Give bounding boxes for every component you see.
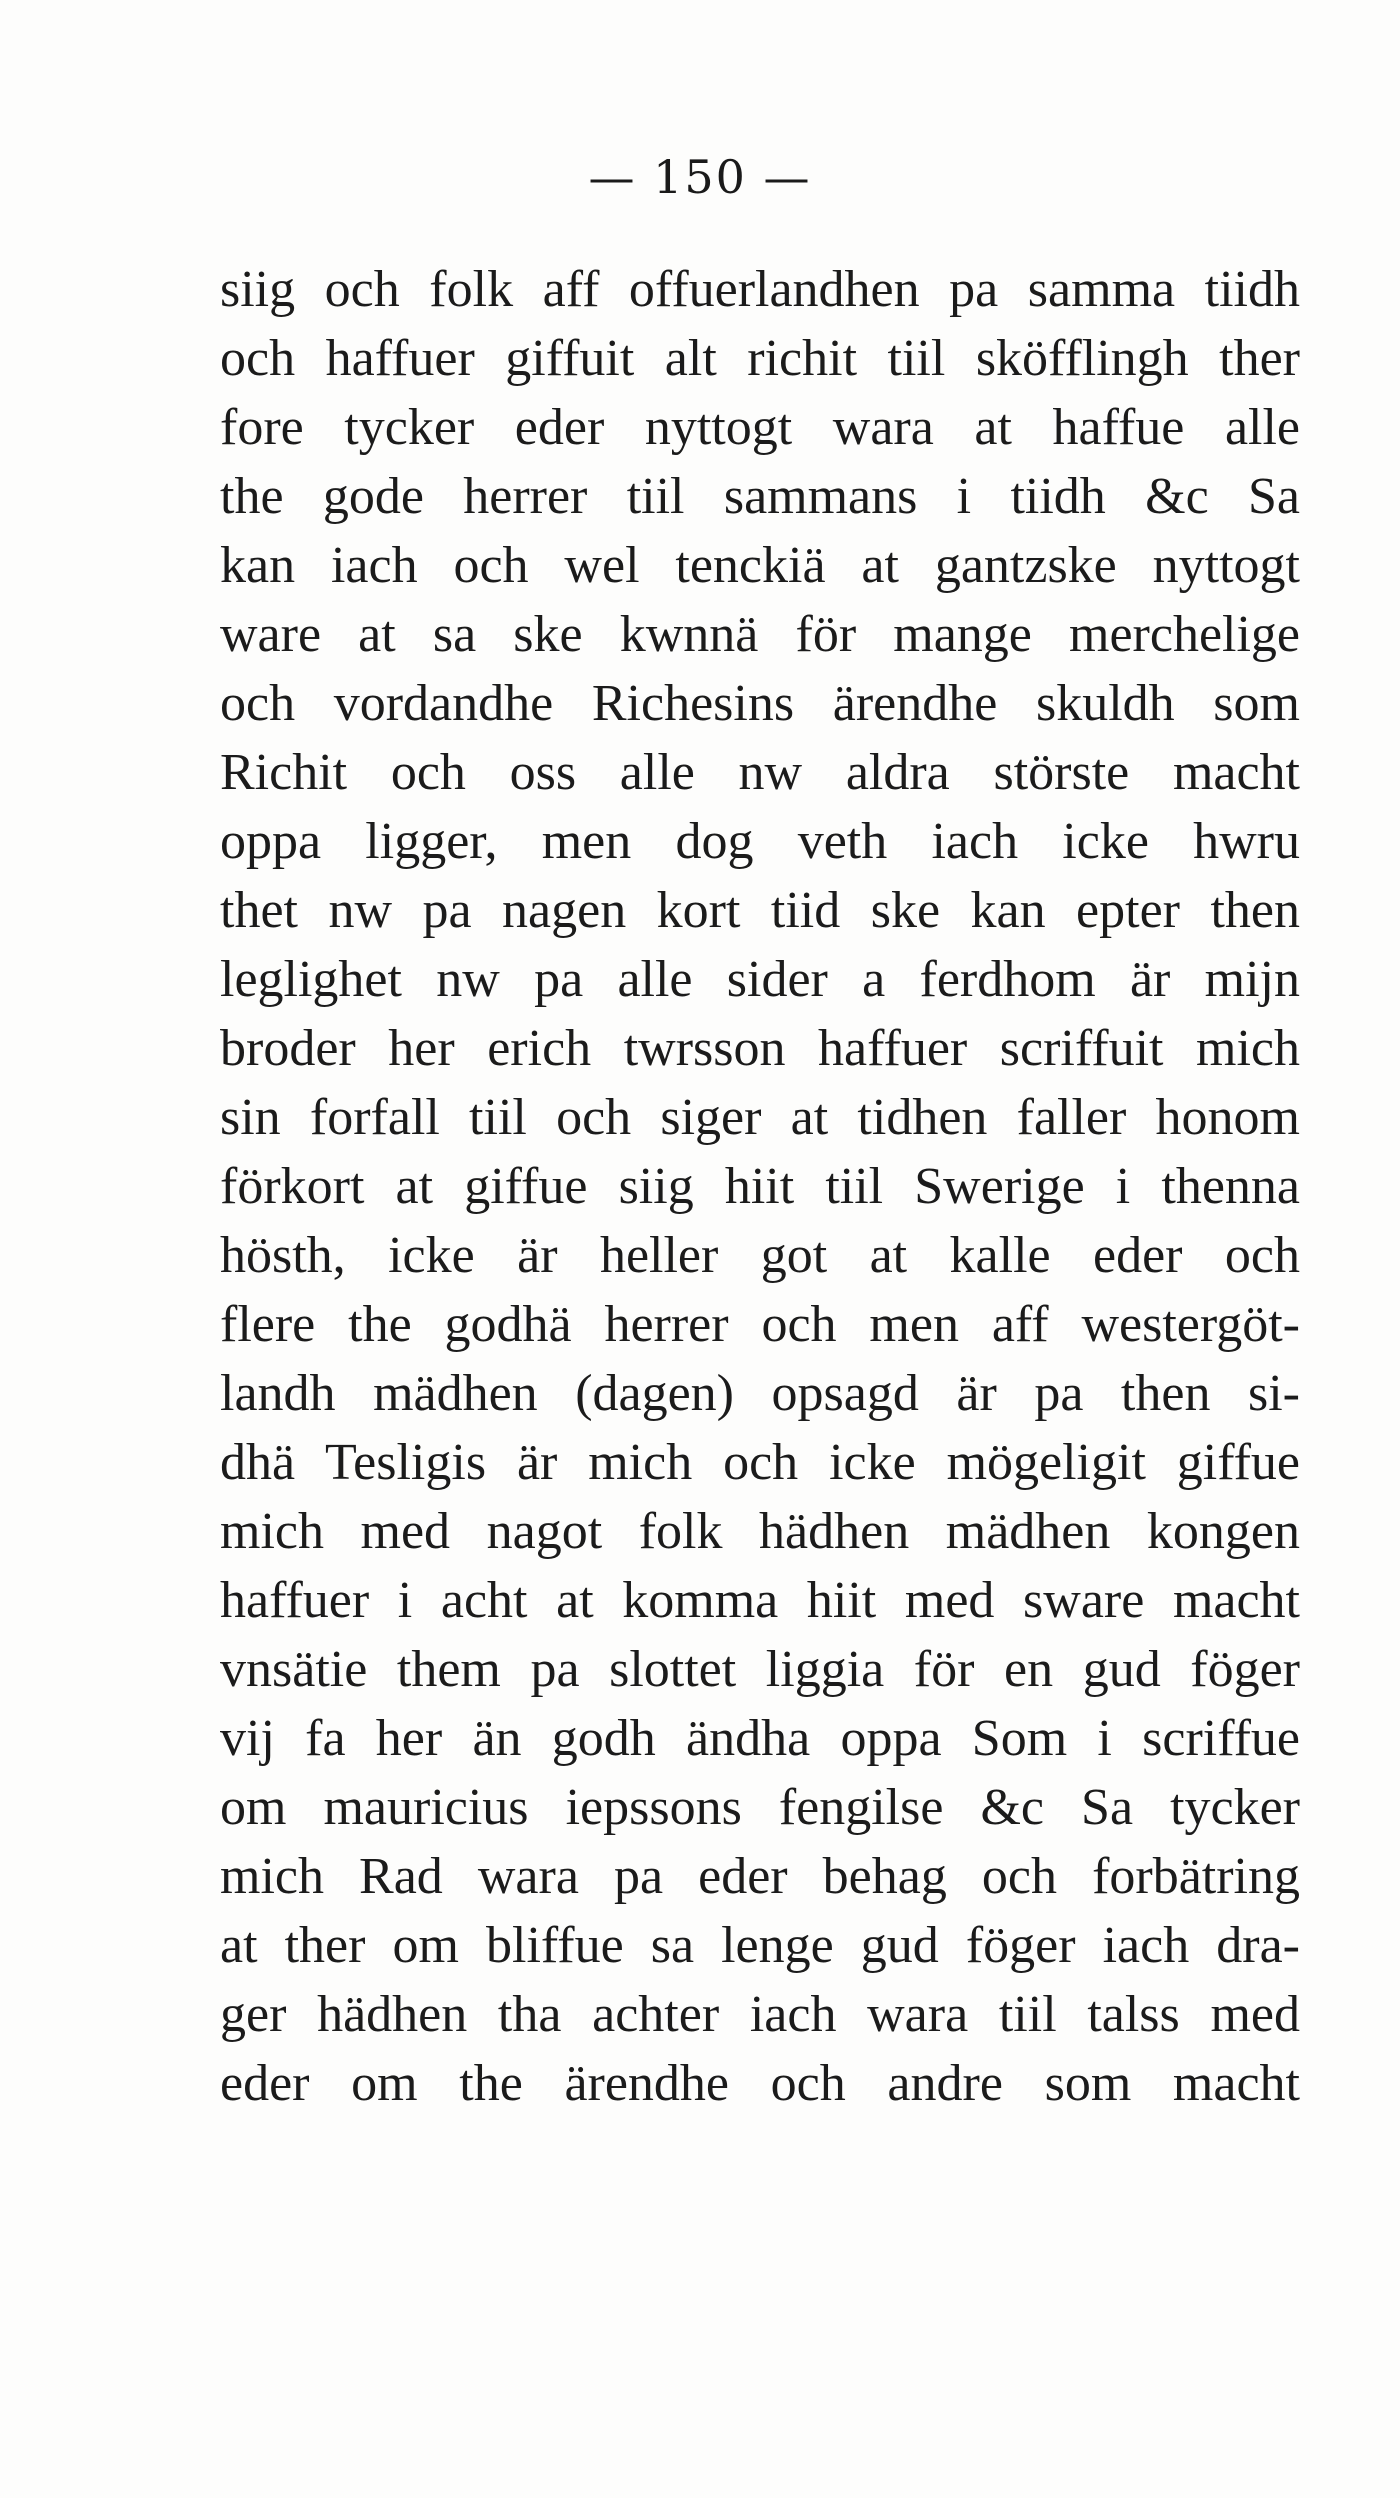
text-line: thet nw pa nagen kort tiid ske kan epter then [220,882,1300,939]
text-line: leglighet nw pa alle sider a ferdhom är mijn [220,951,1300,1008]
page-number-header: — 150 — [588,150,812,204]
text-line: at ther om bliffue sa lenge gud föger iach dra- [220,1917,1300,1974]
text-line: mich Rad wara pa eder behag och forbätring [220,1848,1300,1905]
text-line: haffuer i acht at komma hiit med sware macht [220,1572,1300,1629]
text-line: mich med nagot folk hädhen mädhen kongen [220,1503,1300,1560]
text-line: broder her erich twrsson haffuer scriffuit mich [220,1020,1300,1077]
text-line: vij fa her än godh ändha oppa Som i scriffue [220,1710,1300,1767]
text-line: och haffuer giffuit alt richit tiil sköfflingh ther [220,330,1300,387]
text-line: ger hädhen tha achter iach wara tiil talss med [220,1986,1300,2043]
text-line: dhä Tesligis är mich och icke mögeligit giffue [220,1434,1300,1491]
body-text [220,255,1300,2118]
text-line: kan iach och wel tenckiä at gantzske nyttogt [220,537,1300,594]
text-line: oppa ligger, men dog veth iach icke hwru [220,813,1300,870]
text-line: eder om the ärendhe och andre som macht [220,2055,1300,2112]
text-line: förkort at giffue siig hiit tiil Swerige i thenna [220,1158,1300,1215]
text-line: hösth, icke är heller got at kalle eder och [220,1227,1300,1284]
text-line: landh mädhen (dagen) opsagd är pa then si- [220,1365,1300,1422]
text-line: siig och folk aff offuerlandhen pa samma tiidh [220,261,1300,318]
text-line: sin forfall tiil och siger at tidhen faller honom [220,1089,1300,1146]
text-line: Richit och oss alle nw aldra störste macht [220,744,1300,801]
text-line: the gode herrer tiil sammans i tiidh &c Sa [220,468,1300,525]
text-line: flere the godhä herrer och men aff westergöt- [220,1296,1300,1353]
text-line: fore tycker eder nyttogt wara at haffue alle [220,399,1300,456]
text-line: och vordandhe Richesins ärendhe skuldh som [220,675,1300,732]
text-line: vnsätie them pa slottet liggia för en gud föger [220,1641,1300,1698]
text-line: ware at sa ske kwnnä för mange merchelige [220,606,1300,663]
text-line: om mauricius iepssons fengilse &c Sa tycker [220,1779,1300,1836]
